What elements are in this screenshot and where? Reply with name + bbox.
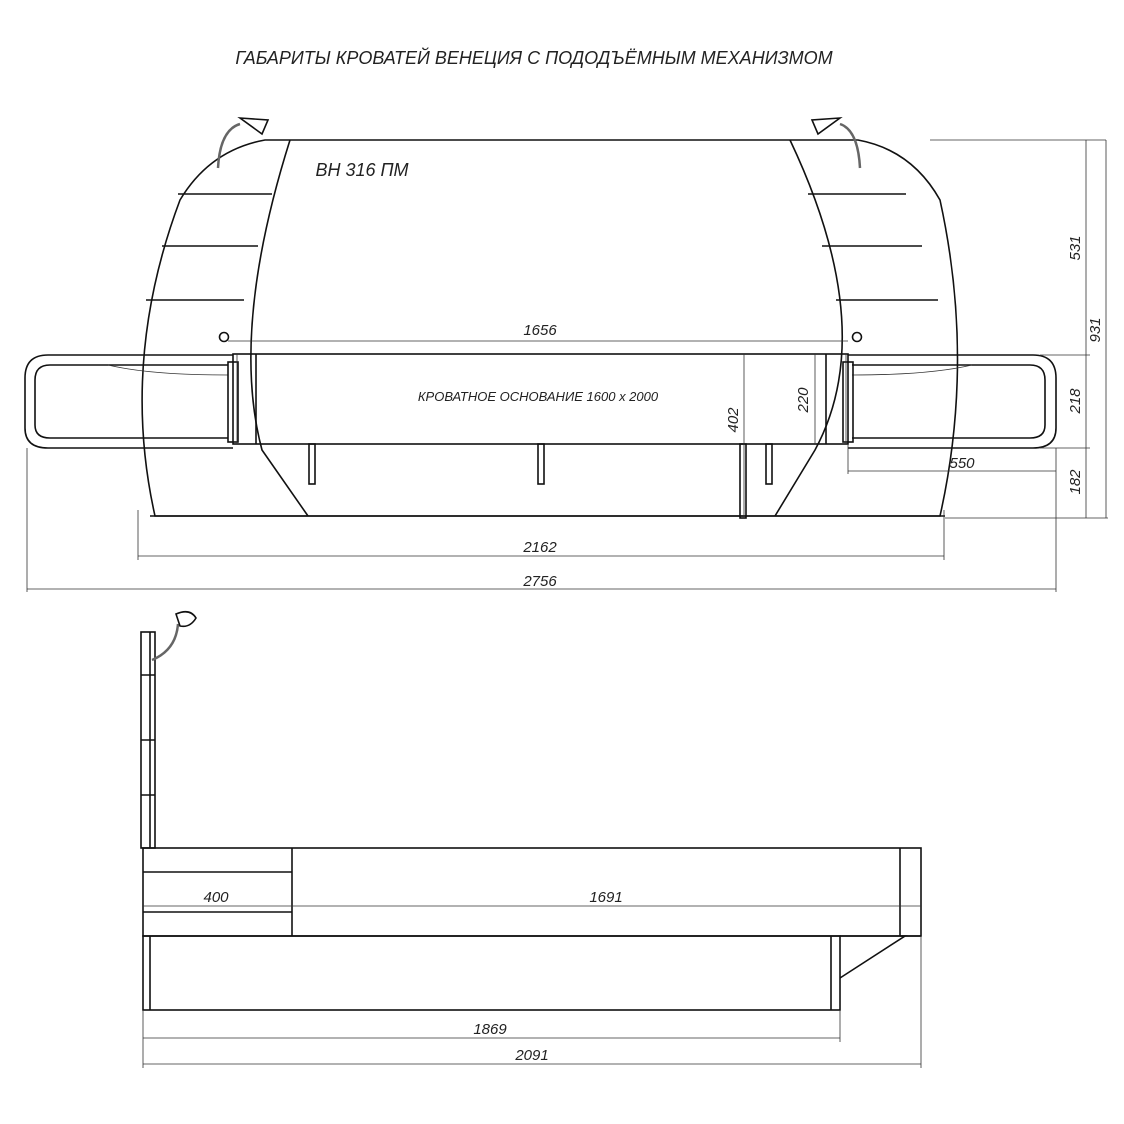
bed-body-side [143,848,921,936]
side-view [141,612,921,1068]
dim-rail-length: 1691 [589,889,623,906]
bed-base-label: КРОВАТНОЕ ОСНОВАНИЕ 1600 x 2000 [417,389,659,404]
bed-legs [309,444,772,518]
dim-inner-width [228,322,848,341]
lamp-right-icon [812,118,860,168]
dim-leg-height: 182 [1067,469,1084,495]
headboard-stripes-right [808,194,938,300]
svg-text:1656: 1656 [523,322,557,339]
dim-total-height: 931 [1087,317,1104,343]
svg-text:402: 402 [725,407,742,433]
svg-text:1869: 1869 [473,1021,507,1038]
fixing-point-right-icon [853,333,862,342]
headboard-side [141,632,155,848]
dim-headboard-top: 531 [1067,235,1084,261]
dim-bed-height [725,354,744,518]
svg-text:550: 550 [949,455,975,472]
model-label: ВН 316 ПМ [315,160,409,180]
svg-text:220: 220 [795,387,812,413]
dim-rail-height [795,354,815,444]
dim-total-width [27,448,1056,592]
lamp-left-icon [218,118,268,168]
bed-base-side [143,936,905,1010]
dim-base-length [143,1010,840,1042]
lamp-side-icon [152,612,196,660]
svg-text:2091: 2091 [515,1047,549,1064]
svg-text:2162: 2162 [523,539,557,556]
dim-rail-line [143,889,921,906]
dim-total-length [143,936,921,1068]
nightstand-right [843,355,1056,448]
dim-headboard-width [138,510,944,560]
svg-text:2756: 2756 [523,573,557,590]
dim-head-section: 400 [203,889,229,906]
front-view [25,118,1108,592]
nightstand-left [25,355,238,448]
drawing-title: ГАБАРИТЫ КРОВАТЕЙ ВЕНЕЦИЯ С ПОДОДЪЁМНЫМ МЕХАНИЗМОМ [235,48,833,68]
dim-nightstand-height: 218 [1067,388,1084,414]
fixing-point-left-icon [220,333,229,342]
